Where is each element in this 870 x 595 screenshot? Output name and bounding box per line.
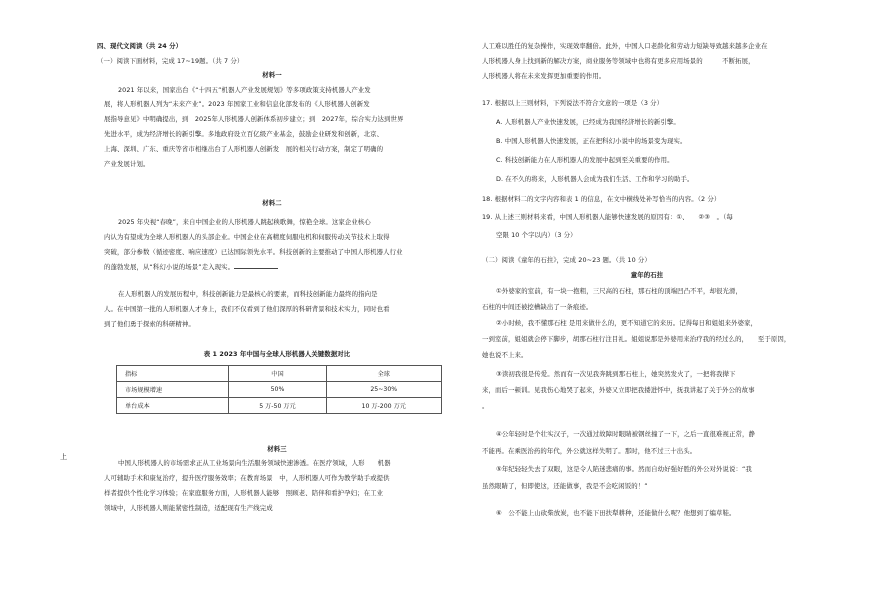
story-line: ①外婆家的室前，有一块一抱粗，三尺高的石柱，那石柱的顶端凹凸不平，却很光滑，: [496, 287, 742, 295]
m2-line: 内认为有望成为全球人形机器人的头部企业。中国企业在高精度伺服电机和伺服传动关节技术上取得: [104, 233, 390, 241]
m3-cont-line: 人形机器人将在未来发挥更加重要的作用。: [482, 72, 606, 80]
m3-line: 人可辅助手术和康复治疗，提升医疗服务效率；在教育场景 中，人形机器人可作为教学助手或提供: [104, 474, 390, 482]
table-cell: 单台成本: [117, 398, 229, 414]
m1-line: 2021 年以来，国家出台《“十四五”机器人产业发展规划》等多项政策支持机器人产业发: [118, 86, 371, 94]
section-title: 四、现代文阅读（共 24 分）: [97, 42, 183, 50]
table-cell: 50%: [229, 382, 326, 398]
story-line: 。: [482, 402, 489, 410]
story-line: 石柱的中间还被挖槽缺出了一条痕迹。: [482, 303, 593, 311]
part2-intro: （二）阅读《童年的石拄》，完成 20~23 题。（共 10 分）: [482, 256, 651, 264]
m2-line: 的蓬勃发展，从“科幻小说的场景”走入现实。: [104, 263, 278, 271]
m3-line: 样者提供个性化学习体验；在家庭服务方面，人形机器人能够 照顾老、陪伴和看护孕妇；在工业: [104, 489, 384, 497]
story-line: 不能再。在乘医治药的年代，外公就这样失明了。那时，他不过三十出头。: [482, 447, 697, 455]
table-cell: 25~30%: [326, 382, 442, 398]
table-cell: 10 万-200 万元: [326, 398, 442, 414]
table-cell: 5 万-50 万元: [229, 398, 326, 414]
q17-option-d[interactable]: D. 在不久的将来，人形机器人会成为我们生活、工作和学习的助手。: [496, 175, 694, 183]
m3-line: 领域中，人形机器人则能紧密性制造，适配现有生产线完成: [104, 504, 273, 512]
q17-option-c[interactable]: C. 科技创新能力在人形机器人的发展中起到至关重要的作用。: [496, 156, 674, 164]
m3-line: 中国人形机器人的市场需求正从工业场景向生活服务领域快速渗透。在医疗领域，人形 机器: [118, 459, 391, 467]
part1-intro: （一）阅读下面材料，完成 17~19题。（共 7 分）: [97, 57, 244, 65]
story-line: 虽然眼睛了，但即使这，还能做事，我是不会吃闲饭的！”: [482, 482, 648, 490]
story-title: 童年的石拄: [630, 271, 664, 279]
material1-title: 材料一: [262, 71, 282, 79]
question-19: 19. 从上述三则材料来看，中国人形机器人能够快速发展的原因有：①、 ②③ 。（每: [482, 213, 733, 221]
table-row: [117, 398, 442, 414]
m3-cont-line: 人工难以胜任的复杂操作，实现效率翻倍。此外，中国人口老龄化和劳动力短缺导致越来越多企业在: [482, 42, 768, 50]
data-table: [116, 365, 442, 414]
question-18: 18. 根据材料二的文字内容和表 1 的信息，在文中横线处补写恰当的内容。（2 分）: [482, 195, 721, 203]
question-19-note: 空限 10 个字以内）（3 分）: [496, 231, 577, 239]
m1-line: 展，将人形机器人列为“未来产业”。2023 年国家工业和信息化部发布的《人形机器人创新发: [104, 100, 370, 108]
table-caption: 表 1 2023 年中国与全球人形机器人关键数据对比: [203, 350, 351, 358]
q17-option-b[interactable]: B. 中国人形机器人快速发展，正在把科幻小说中的场景变为现实。: [496, 137, 687, 145]
m1-line: 展指导意见》中明确提出，到 2025年人形机器人创新体系初步建立；到 2027年，综合实力达到世界: [104, 115, 404, 123]
material2-title: 材料二: [262, 199, 282, 207]
m2-line: 突破，部分参数（循迹密度、响应速度）已达国际领先水平。科技创新的主要推动了中国人形机器人行业: [104, 248, 403, 256]
m2-line: 2025 年央视“春晚”，来自中国企业的人形机器人跳起秧歌舞，惊艳全球。这家企业核心: [118, 218, 371, 226]
material3-title: 材料三: [267, 445, 287, 453]
table-header-cell: 全球: [326, 366, 442, 382]
question-17: 17. 根据以上三则材料，下列说法不符合文意的一项是（3 分）: [482, 99, 664, 107]
m2-para2-line: 在人形机器人的发展历程中，科技创新能力是最核心的要素，而科技创新能力最终的指向是: [118, 290, 378, 298]
story-line: ②小时候，我不懂那石柱 是用来做什么的，更不知道它的来历。记得每日和姐姐来外婆家，: [496, 319, 758, 327]
m2-para2-line: 人。在中国第一批的人形机器人才身上，我们不仅看到了他们深厚的科研背景和技术实力，同时也看: [104, 305, 390, 313]
m2-para2-line: 到了他们勇于探索的科研精神。: [104, 320, 195, 328]
story-line: ⑥ 公不能上山砍柴放炭，也不能下田扶犁耕种，还能做什么呢？他想到了编草鞋。: [496, 509, 736, 517]
table-header-cell: 中国: [229, 366, 326, 382]
story-line: ④公年轻时是个壮实汉子，一次通过故障时眼睛被钢丝撞了一下，之后一直很难视正常，静: [496, 430, 755, 438]
story-line: 一到室前，姐姐就会停下脚步，胡那石柱行注目礼。姐姐说那是外婆用来治疗我的经过么的， 至于原因，: [482, 335, 791, 343]
m3-cont-line: 人形机器人身上找到新的解决方案，商业服务等领域中也将有更多应用场景的 不断拓展，: [482, 57, 755, 65]
m1-line: 产业发展计划。: [104, 160, 150, 168]
table-header-row: [117, 366, 442, 382]
table-cell: 市场规模增速: [117, 382, 229, 398]
story-line: ③读初我很是传爱。然而有一次见我奔跳到那石柱上，她突然发火了，一把将我撵下: [496, 370, 736, 378]
table-row: [117, 382, 442, 398]
binding-margin-mark: 上: [60, 453, 67, 461]
q17-option-a[interactable]: A. 人形机器人产业快速发展，已经成为我国经济增长的新引擎。: [496, 118, 680, 126]
m1-line: 先进水平，成为经济增长的新引擎。多地政府设立百亿级产业基金，鼓励企业研发和创新，北京、: [104, 130, 384, 138]
m1-line: 上海、深圳、广东、重庆等省市相继出台了人形机器人创新发 展的相关行动方案，制定了明确的: [104, 145, 384, 153]
answer-blank[interactable]: [234, 263, 278, 269]
story-line: 她也说不上来。: [482, 351, 528, 359]
story-line: 来，而后一顿训。见我伤心地哭了起来，外婆又立即把我搂进怀中，抚我讲起了关于外公的故事: [482, 386, 755, 394]
table-header-cell: 指标: [117, 366, 229, 382]
story-line: ⑤年纪轻轻失去了双眼，这是令人陷迷悲痛的事。然而自幼好强好胜的外公对外说说：“我: [496, 465, 752, 473]
